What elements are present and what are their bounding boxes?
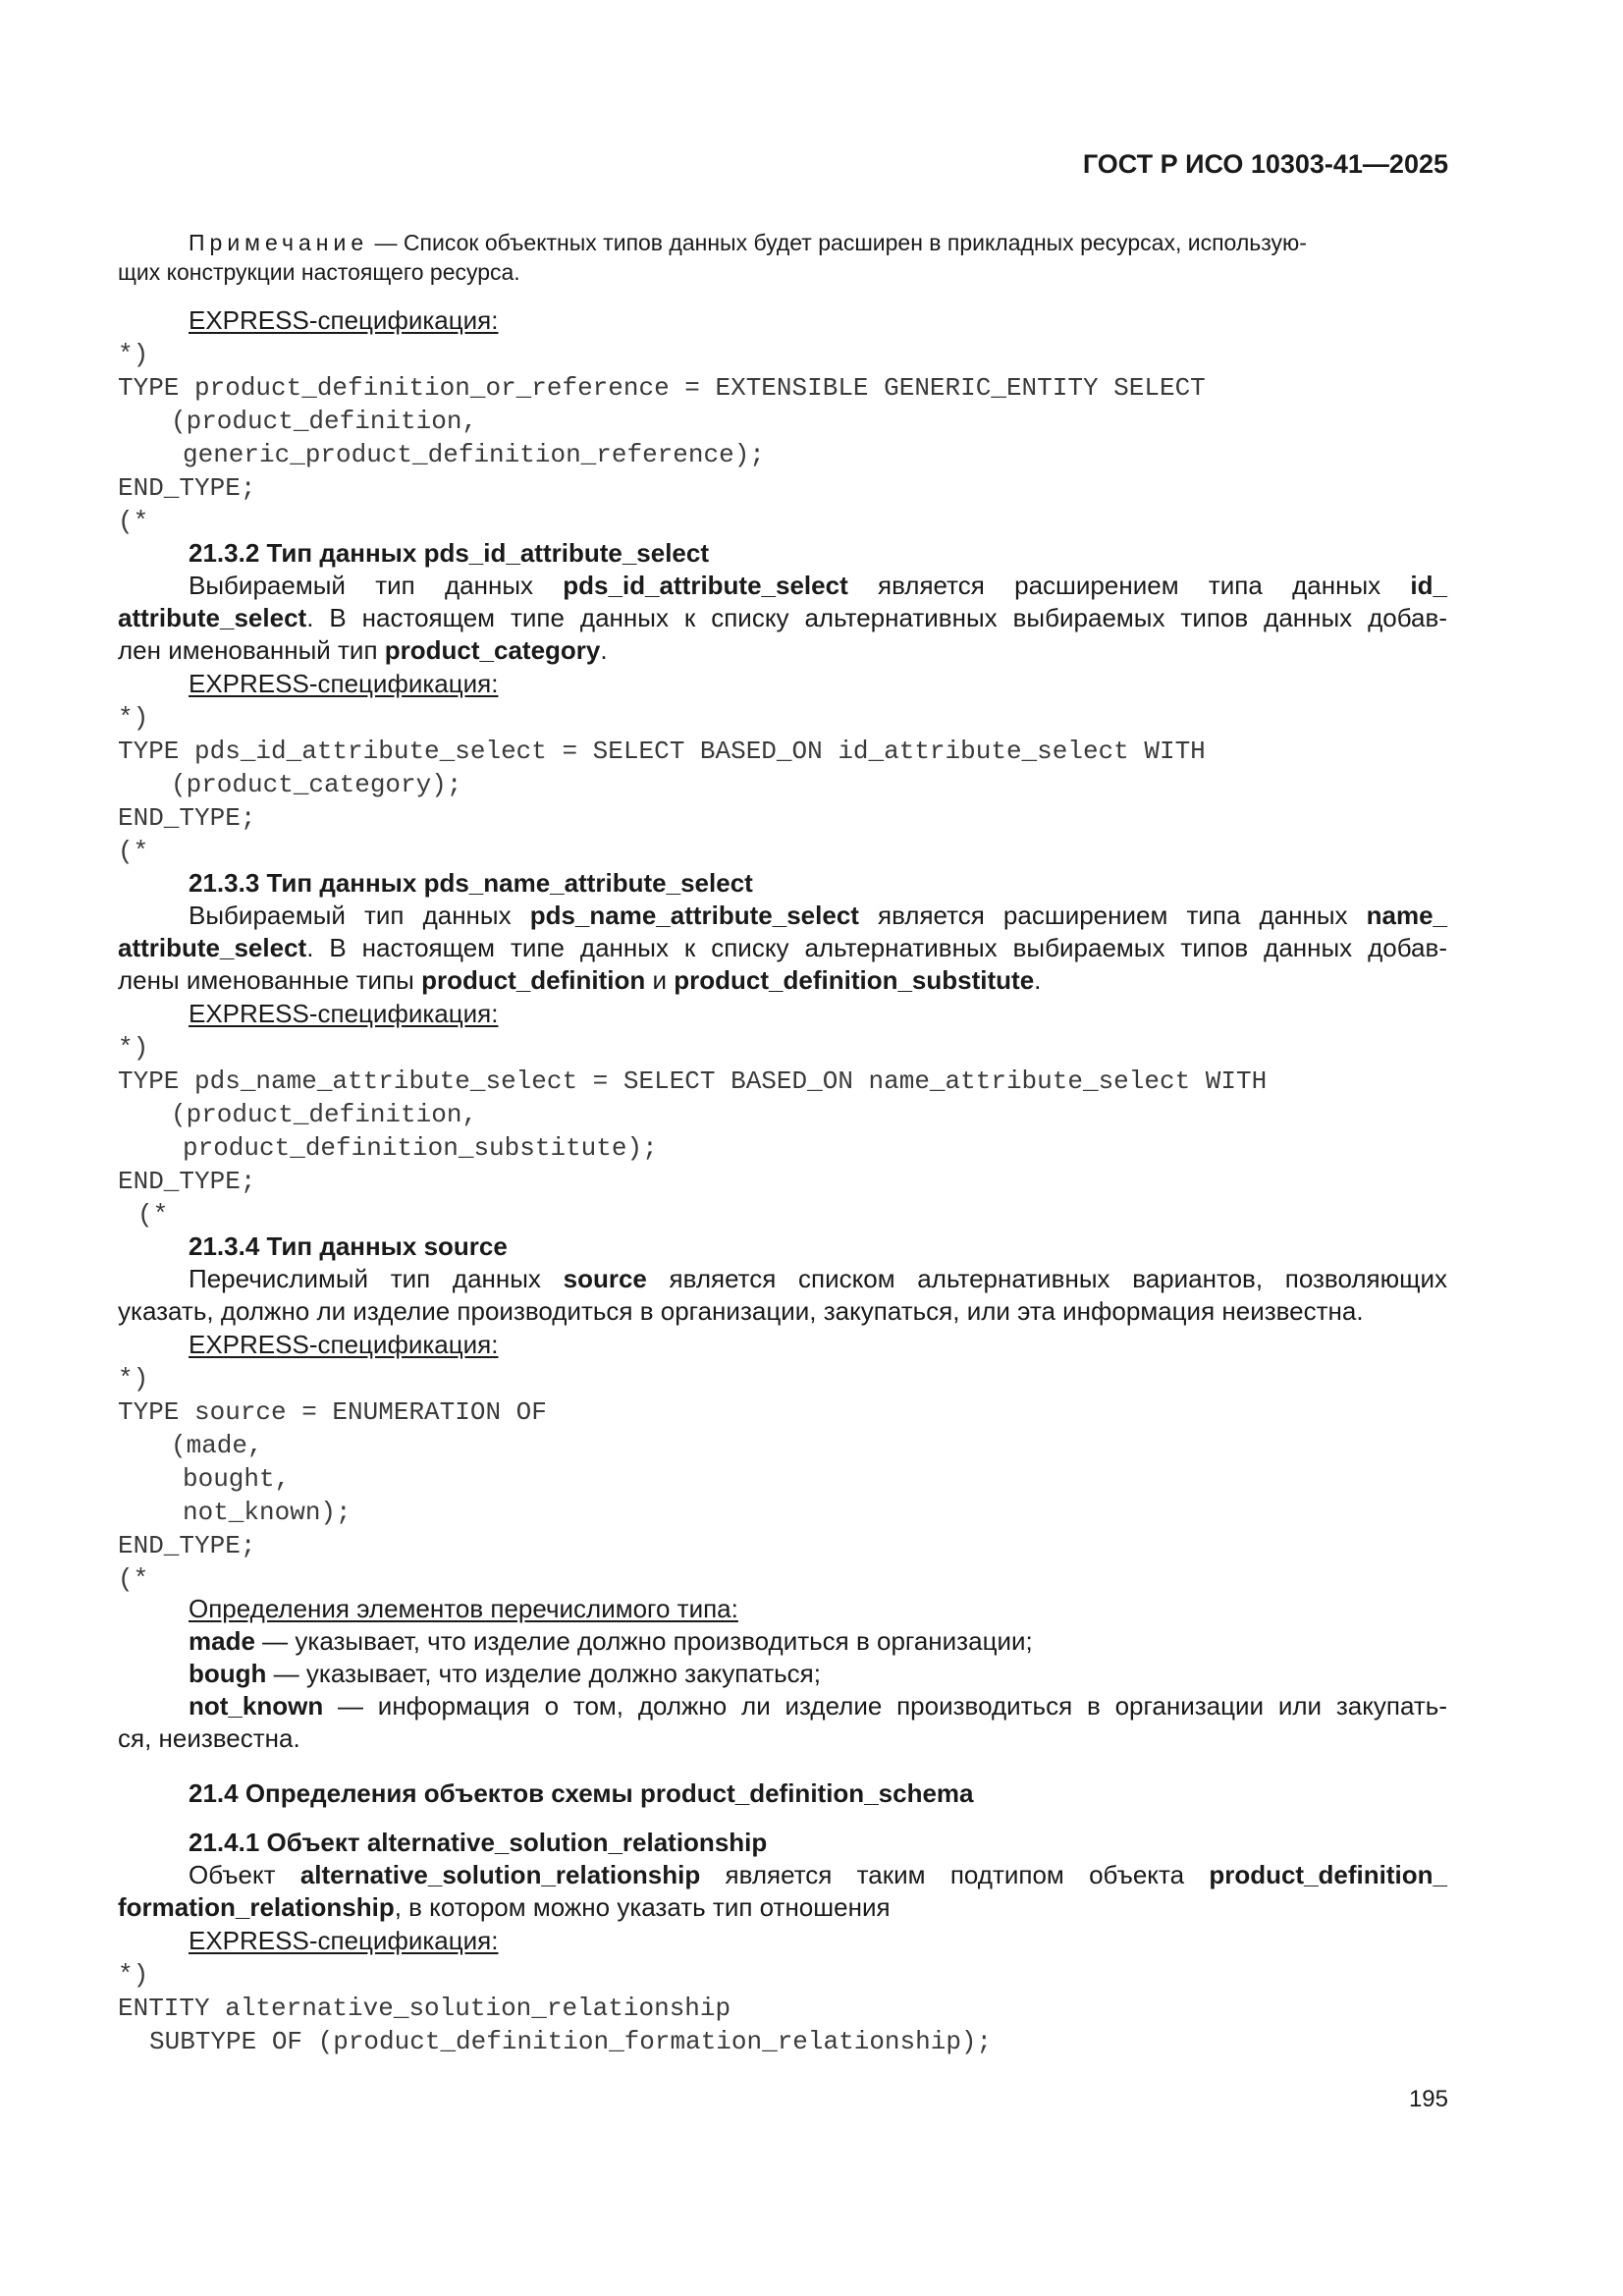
code-line: not_known); [183,1498,352,1527]
code-line: END_TYPE; [118,803,256,833]
code-line: *) [118,703,149,733]
code-line: (* [137,1200,169,1230]
note-line-1 [189,228,1307,257]
code-line: product_definition_substitute); [183,1133,658,1163]
code-line: TYPE pds_id_attribute_select = SELECT BASED_ON id_attribute_select WITH [118,737,1206,766]
code-line: END_TYPE; [118,1167,256,1196]
code-line: bought, [183,1464,291,1494]
code-line: (product_definition, [171,407,478,436]
paragraph-line: Перечислимый тип данных source является списком альтернативных вариантов, позволяющих [189,1264,1447,1293]
code-line: END_TYPE; [118,1531,256,1560]
code-line: TYPE product_definition_or_reference = EXTENSIBLE GENERIC_ENTITY SELECT [118,373,1206,403]
paragraph-line: Объект alternative_solution_relationship является таким подтипом объекта product_definition_ [189,1860,1447,1889]
section-heading-21-3-2: 21.3.2 Тип данных pds_id_attribute_select [189,538,710,568]
note-label: Примечание [189,230,369,255]
enum-definition-made: made — указывает, что изделие должно производиться в организации; [189,1626,1033,1656]
paragraph-line: attribute_select. В настоящем типе данных к списку альтернативных выбираемых типов данных добав- [118,603,1447,632]
note-text: — Список объектных типов данных будет расширен в прикладных ресурсах, использую- [368,230,1307,255]
section-heading-21-4: 21.4 Определения объектов схемы product_definition_schema [189,1778,974,1808]
code-line: (made, [171,1431,263,1460]
code-line: SUBTYPE OF (product_definition_formation_relationship); [149,2027,993,2056]
enum-definitions-label: Определения элементов перечислимого типа: [189,1594,738,1623]
section-heading-21-3-3: 21.3.3 Тип данных pds_name_attribute_select [189,868,753,898]
express-spec-label: EXPRESS-спецификация: [189,669,499,698]
code-line: *) [118,340,149,369]
paragraph-line: ся, неизвестна. [118,1723,300,1753]
paragraph-line: лены именованные типы product_definition и product_definition_substitute. [118,965,1042,995]
code-line: (* [118,1564,149,1594]
code-line: TYPE source = ENUMERATION OF [118,1397,547,1427]
code-line: END_TYPE; [118,473,256,503]
code-line: ENTITY alternative_solution_relationship [118,1994,731,2023]
enum-definition-not-known: not_known — информация о том, должно ли изделие производиться в организации или закупать- [189,1691,1447,1721]
paragraph-line: Выбираемый тип данных pds_id_attribute_select является расширением типа данных id_ [189,571,1447,600]
paragraph-line: attribute_select. В настоящем типе данных к списку альтернативных выбираемых типов данных добав- [118,933,1447,962]
code-line: *) [118,1033,149,1063]
code-line: (product_definition, [171,1100,478,1129]
paragraph-line: Выбираемый тип данных pds_name_attribute_select является расширением типа данных name_ [189,901,1447,930]
page-header-standard: ГОСТ Р ИСО 10303-41—2025 [1082,149,1448,179]
code-line: TYPE pds_name_attribute_select = SELECT BASED_ON name_attribute_select WITH [118,1066,1268,1096]
code-line: (* [118,507,149,536]
section-heading-21-4-1: 21.4.1 Объект alternative_solution_relationship [189,1828,768,1857]
note-line-2: щих конструкции настоящего ресурса. [118,259,520,285]
express-spec-label: EXPRESS-спецификация: [189,1926,499,1955]
code-line: *) [118,1960,149,1990]
page-number: 195 [1408,2086,1448,2112]
express-spec-label: EXPRESS-спецификация: [189,1330,499,1359]
section-heading-21-3-4: 21.3.4 Тип данных source [189,1231,508,1261]
paragraph-line: указать, должно ли изделие производиться в организации, закупаться, или эта информация неизвестна. [118,1296,1364,1326]
express-spec-label: EXPRESS-спецификация: [189,305,499,335]
paragraph-line: formation_relationship, в котором можно указать тип отношения [118,1892,891,1922]
paragraph-line: лен именованный тип product_category. [118,635,608,665]
express-spec-label: EXPRESS-спецификация: [189,999,499,1028]
code-line: (* [118,837,149,866]
code-line: generic_product_definition_reference); [183,440,765,469]
code-line: (product_category); [171,770,462,799]
enum-definition-bought: bough — указывает, что изделие должно закупаться; [189,1659,821,1688]
code-line: *) [118,1364,149,1394]
